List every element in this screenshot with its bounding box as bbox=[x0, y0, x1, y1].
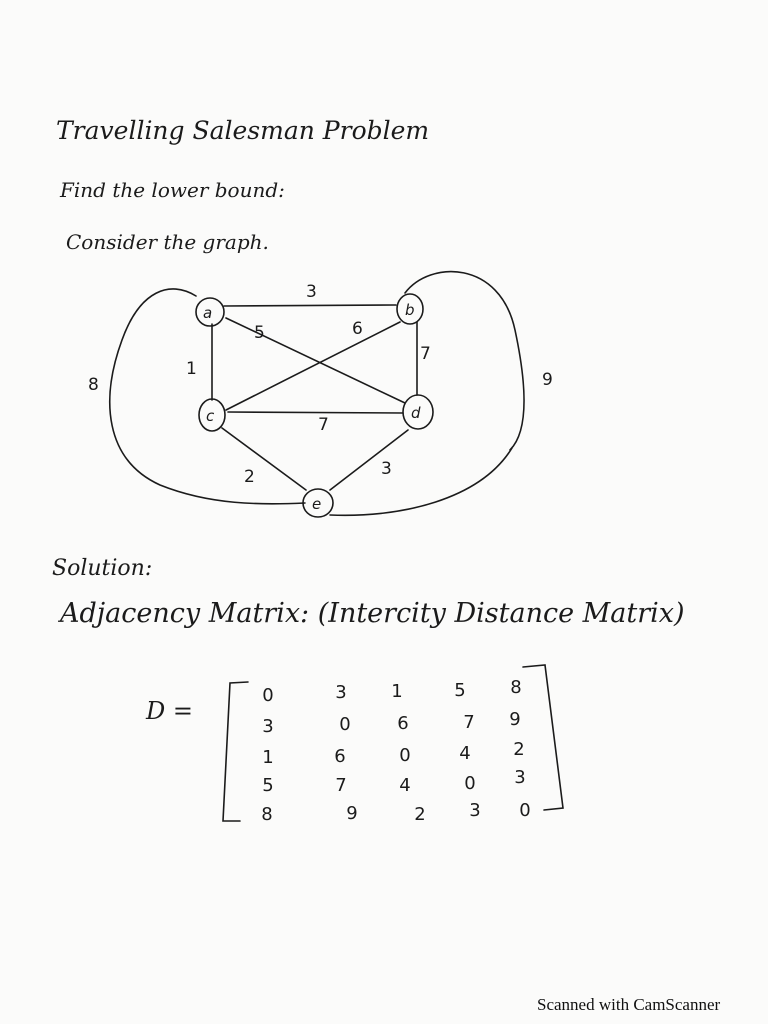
matrix-cell: 1 bbox=[262, 747, 274, 768]
matrix-cell: 0 bbox=[399, 745, 411, 766]
matrix-cell: 8 bbox=[510, 677, 522, 698]
left-bracket bbox=[223, 682, 248, 821]
matrix-cell: 4 bbox=[399, 775, 411, 796]
node-label-a: a bbox=[203, 304, 213, 322]
matrix-cell: 0 bbox=[464, 773, 476, 794]
matrix-cell: 1 bbox=[391, 681, 403, 702]
matrix-cell: 2 bbox=[414, 804, 426, 825]
graph-diagram bbox=[0, 260, 768, 530]
matrix-cell: 7 bbox=[335, 775, 347, 796]
node-label-d: d bbox=[411, 404, 421, 422]
edge-c-d bbox=[228, 412, 403, 413]
matrix-cell: 6 bbox=[334, 746, 346, 767]
matrix-cell: 2 bbox=[513, 739, 525, 760]
weight-a-c: 1 bbox=[186, 359, 197, 379]
matrix-cell: 3 bbox=[335, 682, 347, 703]
matrix-cell: 7 bbox=[463, 712, 475, 733]
weight-c-d: 7 bbox=[318, 415, 329, 435]
weight-a-b: 3 bbox=[306, 282, 317, 302]
matrix-cell: 9 bbox=[346, 803, 358, 824]
weight-a-d: 5 bbox=[254, 323, 265, 343]
right-bracket bbox=[523, 665, 563, 810]
matrix-cell: 3 bbox=[262, 716, 274, 737]
matrix-cell: 0 bbox=[262, 685, 274, 706]
node-label-e: e bbox=[312, 495, 322, 513]
matrix-cell: 0 bbox=[339, 714, 351, 735]
weight-d-e: 3 bbox=[381, 459, 392, 479]
camscanner-watermark: Scanned with CamScanner bbox=[537, 995, 721, 1014]
edge-a-d bbox=[226, 318, 405, 403]
instruction-consider-graph: Consider the graph. bbox=[66, 230, 269, 254]
matrix-cell: 3 bbox=[469, 800, 481, 821]
page-title: Travelling Salesman Problem bbox=[56, 116, 430, 145]
weight-b-c: 6 bbox=[352, 319, 363, 339]
edge-d-e bbox=[330, 430, 408, 490]
weight-b-d: 7 bbox=[420, 344, 431, 364]
matrix-cell: 0 bbox=[519, 800, 531, 821]
node-label-c: c bbox=[206, 407, 215, 425]
matrix-name: D = bbox=[146, 697, 193, 725]
instruction-lower-bound: Find the lower bound: bbox=[60, 178, 285, 202]
edge-a-b bbox=[224, 305, 396, 306]
matrix-cell: 5 bbox=[262, 775, 274, 796]
edge-b-e bbox=[330, 272, 524, 516]
solution-heading: Solution: bbox=[52, 556, 153, 581]
edge-b-c bbox=[226, 322, 400, 410]
matrix-cell: 9 bbox=[509, 709, 521, 730]
matrix-cell: 4 bbox=[459, 743, 471, 764]
matrix-cell: 3 bbox=[514, 767, 526, 788]
weight-a-e: 8 bbox=[88, 375, 99, 395]
weight-b-e: 9 bbox=[542, 370, 553, 390]
matrix-cell: 5 bbox=[454, 680, 466, 701]
matrix-cell: 8 bbox=[261, 804, 273, 825]
edge-c-e bbox=[222, 428, 306, 490]
node-label-b: b bbox=[405, 301, 415, 319]
adjacency-title: Adjacency Matrix: (Intercity Distance Matrix) bbox=[60, 598, 685, 629]
weight-c-e: 2 bbox=[244, 467, 255, 487]
matrix-cell: 6 bbox=[397, 713, 409, 734]
matrix-brackets bbox=[0, 650, 768, 830]
